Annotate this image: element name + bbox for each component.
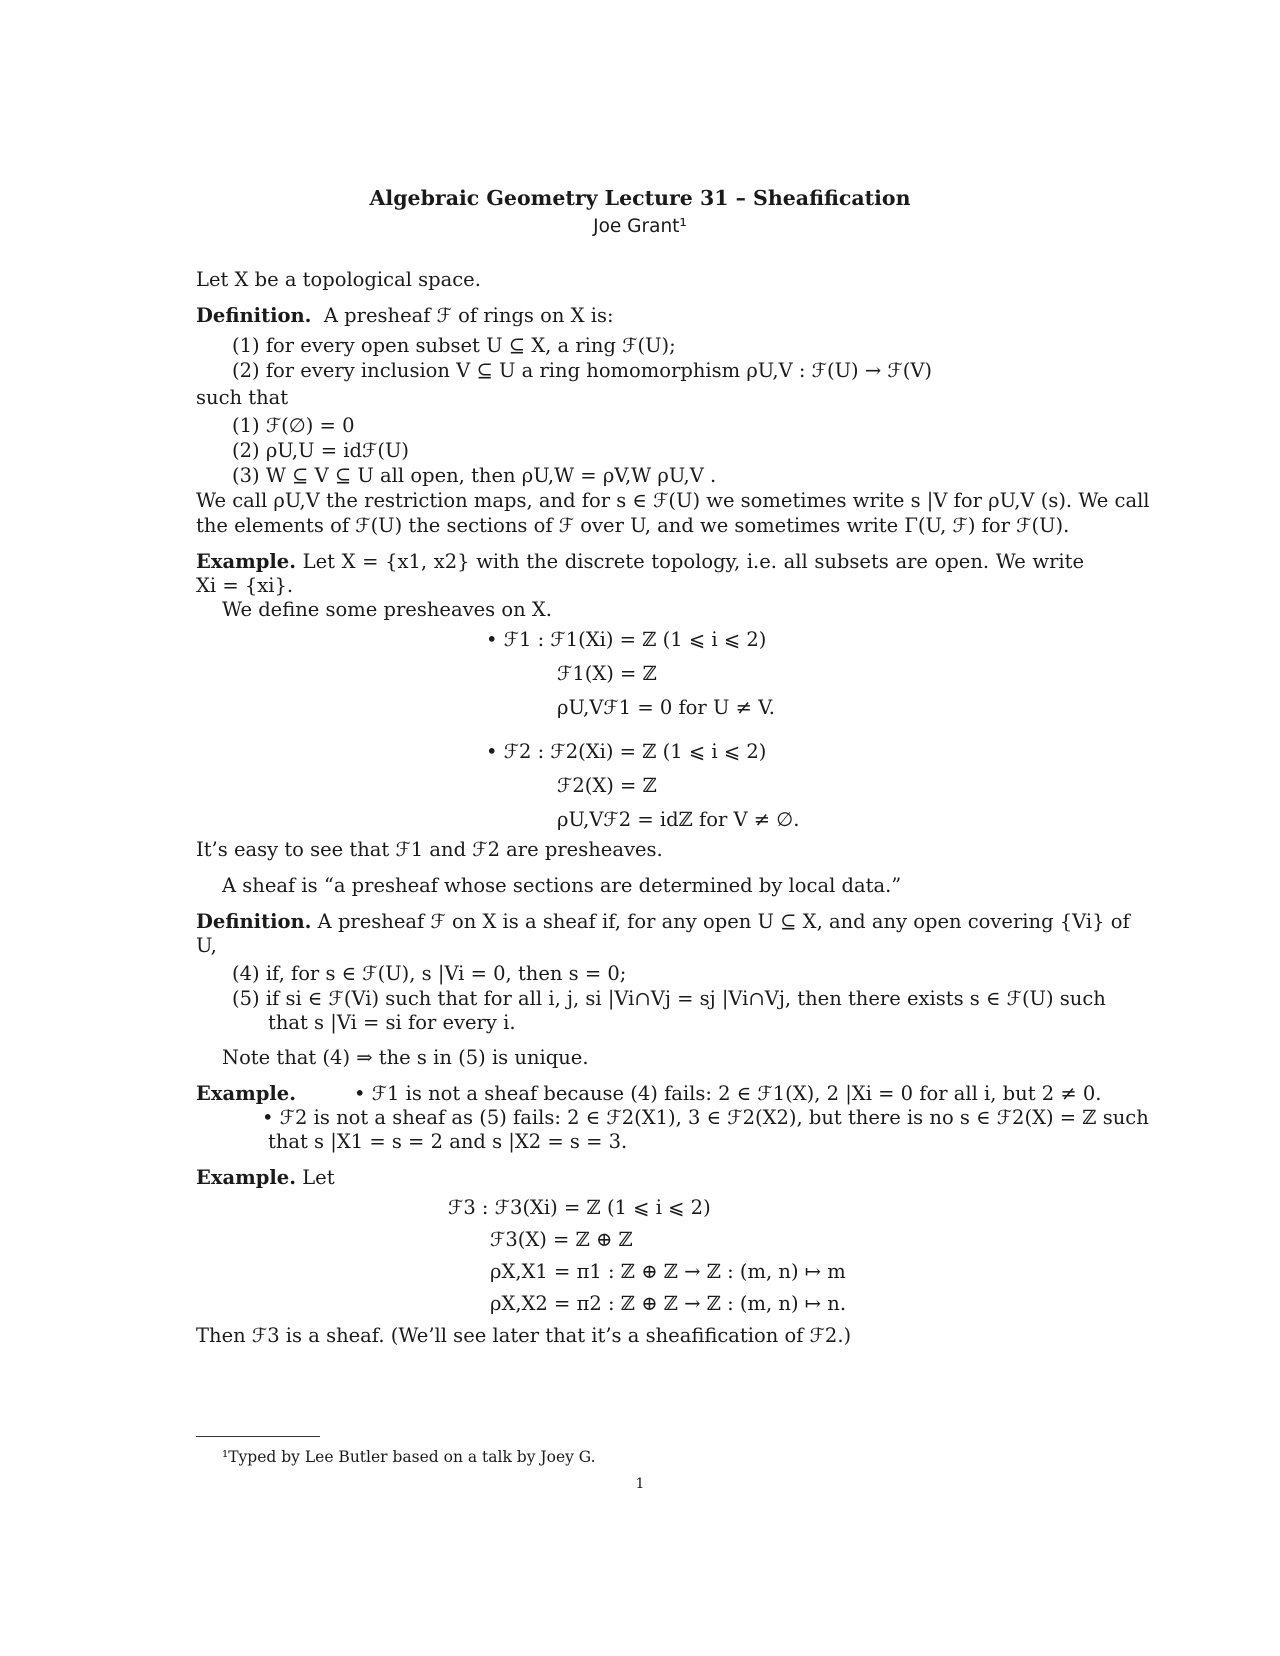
f1-line-b: ℱ1(X) = ℤ xyxy=(557,662,657,685)
example-heading: Example. xyxy=(196,550,296,573)
f2-line-a: • ℱ2 : ℱ2(Xi) = ℤ (1 ⩽ i ⩽ 2) xyxy=(486,740,767,763)
example-2-line-1: • ℱ1 is not a sheaf because (4) fails: 2 ∈ ℱ1(X), 2 |Xi = 0 for all i, but 2 ≠ 0. xyxy=(354,1082,1102,1105)
def2-item-4: (4) if, for s ∈ ℱ(U), s |Vi = 0, then s = 0; xyxy=(232,962,627,985)
def1-item-2: (2) for every inclusion V ⊆ U a ring homomorphism ρU,V : ℱ(U) → ℱ(V) xyxy=(232,359,933,382)
f3-line-b: ℱ3(X) = ℤ ⊕ ℤ xyxy=(490,1228,633,1251)
author: Joe Grant¹ xyxy=(593,216,687,237)
definition-2-text: A presheaf ℱ on X is a sheaf if, for any open U ⊆ X, and any open covering {Vi} of xyxy=(317,910,1130,933)
intro-text: Let X be a topological space. xyxy=(196,268,481,291)
f3-line-c: ρX,X1 = π1 : ℤ ⊕ ℤ → ℤ : (m, n) ↦ m xyxy=(490,1260,846,1283)
definition-heading: Definition. xyxy=(196,304,312,327)
f1-line-c: ρU,Vℱ1 = 0 for U ≠ V. xyxy=(557,696,775,719)
page-number: 1 xyxy=(635,1476,645,1492)
example-1-line-3: We define some presheaves on X. xyxy=(222,598,552,621)
def1-cond-2: (2) ρU,U = idℱ(U) xyxy=(232,439,409,462)
example-1-line-1 xyxy=(196,550,1084,573)
definition-heading: Definition. xyxy=(196,910,312,933)
f3-line-d: ρX,X2 = π2 : ℤ ⊕ ℤ → ℤ : (m, n) ↦ n. xyxy=(490,1292,847,1315)
definition-text: A presheaf ℱ of rings on X is: xyxy=(323,304,614,327)
definition-2-line-1 xyxy=(196,910,1130,933)
def1-item-1: (1) for every open subset U ⊆ X, a ring ℱ(U); xyxy=(232,334,676,357)
example-3 xyxy=(196,1166,335,1189)
sheaf-intro: A sheaf is “a presheaf whose sections are determined by local data.” xyxy=(222,874,902,897)
def1-after-1: We call ρU,V the restriction maps, and for s ∈ ℱ(U) we sometimes write s |V for ρU,V (s). We call xyxy=(196,489,1150,512)
example-1-line-2: Xi = {xi}. xyxy=(196,574,294,597)
f1-line-a: • ℱ1 : ℱ1(Xi) = ℤ (1 ⩽ i ⩽ 2) xyxy=(486,628,767,651)
def1-cond-3: (3) W ⊆ V ⊆ U all open, then ρU,W = ρV,W ρU,V . xyxy=(232,464,717,487)
def1-cond-1: (1) ℱ(∅) = 0 xyxy=(232,414,355,437)
example-1-text: Let X = {x1, x2} with the discrete topology, i.e. all subsets are open. We write xyxy=(302,550,1084,573)
example-heading: Example. xyxy=(196,1166,296,1189)
example-1-after: It’s easy to see that ℱ1 and ℱ2 are presheaves. xyxy=(196,838,663,861)
def2-item-5b: that s |Vi = si for every i. xyxy=(268,1011,516,1034)
example-3-text: Let xyxy=(302,1166,335,1189)
definition-1 xyxy=(196,304,614,327)
example-2-line-3: that s |X1 = s = 2 and s |X2 = s = 3. xyxy=(268,1130,628,1153)
definition-2-line-2: U, xyxy=(196,934,217,957)
example-2-heading: Example. xyxy=(196,1082,296,1105)
footnote-rule xyxy=(196,1436,320,1437)
page-title: Algebraic Geometry Lecture 31 – Sheafification xyxy=(369,186,911,210)
def2-note: Note that (4) ⇒ the s in (5) is unique. xyxy=(222,1046,589,1069)
f2-line-c: ρU,Vℱ2 = idℤ for V ≠ ∅. xyxy=(557,808,800,831)
def1-after-2: the elements of ℱ(U) the sections of ℱ over U, and we sometimes write Γ(U, ℱ) for ℱ(U). xyxy=(196,514,1070,537)
such-that: such that xyxy=(196,386,289,409)
footnote: ¹Typed by Lee Butler based on a talk by Joey G. xyxy=(222,1448,596,1466)
def2-item-5a: (5) if si ∈ ℱ(Vi) such that for all i, j, si |Vi∩Vj = sj |Vi∩Vj, then there exists s ∈ ℱ(U) such xyxy=(232,987,1106,1010)
example-3-after: Then ℱ3 is a sheaf. (We’ll see later that it’s a sheafification of ℱ2.) xyxy=(196,1324,852,1347)
f3-line-a: ℱ3 : ℱ3(Xi) = ℤ (1 ⩽ i ⩽ 2) xyxy=(448,1196,711,1219)
f2-line-b: ℱ2(X) = ℤ xyxy=(557,774,657,797)
example-2-line-2: • ℱ2 is not a sheaf as (5) fails: 2 ∈ ℱ2(X1), 3 ∈ ℱ2(X2), but there is no s ∈ ℱ2(X) = ℤ such xyxy=(262,1106,1149,1129)
